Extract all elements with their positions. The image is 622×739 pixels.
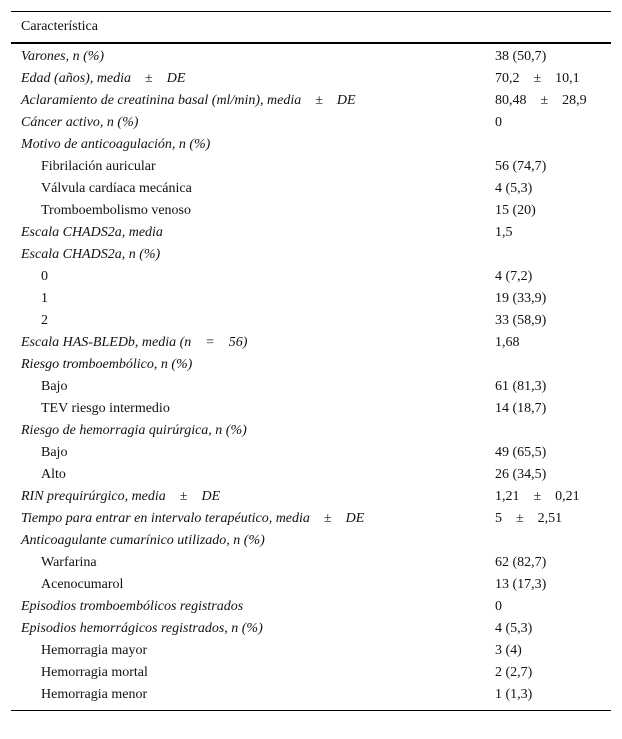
- row-label: Hemorragia mayor: [41, 643, 148, 658]
- table-row: [11, 640, 611, 662]
- row-value: 14 (18,7): [495, 401, 547, 416]
- row-label: Fibrilación auricular: [41, 159, 156, 174]
- row-label: Riesgo de hemorragia quirúrgica, n (%): [21, 423, 247, 438]
- row-value: 1,5: [495, 225, 513, 240]
- row-value: 19 (33,9): [495, 291, 547, 306]
- row-value: 33 (58,9): [495, 313, 547, 328]
- row-value: 61 (81,3): [495, 379, 547, 394]
- table-row: [11, 398, 611, 420]
- table-row: [11, 464, 611, 486]
- table-row: [11, 508, 611, 530]
- table-row: [11, 244, 611, 266]
- row-label: Bajo: [41, 445, 68, 460]
- row-value: 4 (7,2): [495, 269, 533, 284]
- row-value: 15 (20): [495, 203, 536, 218]
- row-label: Tromboembolismo venoso: [41, 203, 191, 218]
- row-label: Escala CHADS2a, n (%): [21, 247, 161, 262]
- table-row: [11, 662, 611, 684]
- row-label: Válvula cardíaca mecánica: [41, 181, 192, 196]
- table-row: [11, 134, 611, 156]
- row-label: 1: [41, 291, 48, 306]
- row-label: Hemorragia mortal: [41, 665, 148, 680]
- table-row: [11, 332, 611, 354]
- table-row: [11, 43, 611, 68]
- row-label: Bajo: [41, 379, 68, 394]
- table-row: [11, 618, 611, 640]
- row-value: 1 (1,3): [483, 684, 611, 711]
- row-label: RIN prequirúrgico, media ± DE: [21, 489, 221, 504]
- row-label: 0: [41, 269, 48, 284]
- table-row: [11, 574, 611, 596]
- row-label: Escala HAS-BLEDb, media (n = 56): [21, 335, 248, 350]
- row-value: 2 (2,7): [495, 665, 533, 680]
- row-label: TEV riesgo intermedio: [41, 401, 170, 416]
- row-value: 56 (74,7): [495, 159, 547, 174]
- table-row: [11, 596, 611, 618]
- characteristics-table: [11, 11, 611, 711]
- table-row: [11, 354, 611, 376]
- row-value: 3 (4): [495, 643, 522, 658]
- row-value: [483, 244, 611, 266]
- table-row: [11, 112, 611, 134]
- table-row: [11, 420, 611, 442]
- row-label: Varones, n (%): [21, 49, 105, 64]
- table-row: [11, 486, 611, 508]
- row-label: Motivo de anticoagulación, n (%): [21, 137, 211, 152]
- row-value: 70,2 ± 10,1: [495, 71, 580, 86]
- row-value: 1,68: [495, 335, 520, 350]
- row-value: [483, 354, 611, 376]
- row-label: Warfarina: [41, 555, 97, 570]
- row-value: 13 (17,3): [495, 577, 547, 592]
- row-label: Episodios hemorrágicos registrados, n (%): [21, 621, 263, 636]
- row-value: 62 (82,7): [495, 555, 547, 570]
- table-row: [11, 90, 611, 112]
- row-value: 0: [495, 599, 502, 614]
- table-row: [11, 530, 611, 552]
- table-row: [11, 200, 611, 222]
- row-label: Escala CHADS2a, media: [21, 225, 163, 240]
- table-row: [11, 266, 611, 288]
- row-value: [483, 420, 611, 442]
- table-row: [11, 68, 611, 90]
- table-header-row: [11, 12, 611, 44]
- row-value: 49 (65,5): [495, 445, 547, 460]
- table-row: [11, 156, 611, 178]
- table-row: [11, 376, 611, 398]
- table-body: [11, 43, 611, 711]
- table-row: [11, 178, 611, 200]
- row-label: 2: [41, 313, 48, 328]
- table-row: [11, 552, 611, 574]
- row-value: 38 (50,7): [495, 49, 547, 64]
- table-row: [11, 442, 611, 464]
- row-label: Acenocumarol: [41, 577, 124, 592]
- row-value: 26 (34,5): [495, 467, 547, 482]
- row-label: Riesgo tromboembólico, n (%): [21, 357, 193, 372]
- row-value: 4 (5,3): [495, 621, 533, 636]
- row-label: Alto: [41, 467, 66, 482]
- row-value: [483, 530, 611, 552]
- row-label: Episodios tromboembólicos registrados: [21, 599, 244, 614]
- table-row: [11, 684, 611, 711]
- row-label: Hemorragia menor: [11, 684, 483, 711]
- characteristics-table-container: [11, 11, 611, 711]
- row-value: 0: [495, 115, 502, 130]
- row-label: Cáncer activo, n (%): [21, 115, 139, 130]
- row-value: 5 ± 2,51: [495, 511, 563, 526]
- table-row: [11, 288, 611, 310]
- table-row: [11, 222, 611, 244]
- row-label: Tiempo para entrar en intervalo terapéutico, media ± DE: [21, 511, 365, 526]
- row-value: [483, 134, 611, 156]
- row-value: 1,21 ± 0,21: [495, 489, 580, 504]
- row-value: 4 (5,3): [495, 181, 533, 196]
- table-row: [11, 310, 611, 332]
- row-value: 80,48 ± 28,9: [495, 93, 587, 108]
- column-header-characteristic: Característica: [11, 12, 611, 44]
- row-label: Aclaramiento de creatinina basal (ml/min), media ± DE: [21, 93, 356, 108]
- row-label: Edad (años), media ± DE: [21, 71, 186, 86]
- row-label: Anticoagulante cumarínico utilizado, n (%): [21, 533, 265, 548]
